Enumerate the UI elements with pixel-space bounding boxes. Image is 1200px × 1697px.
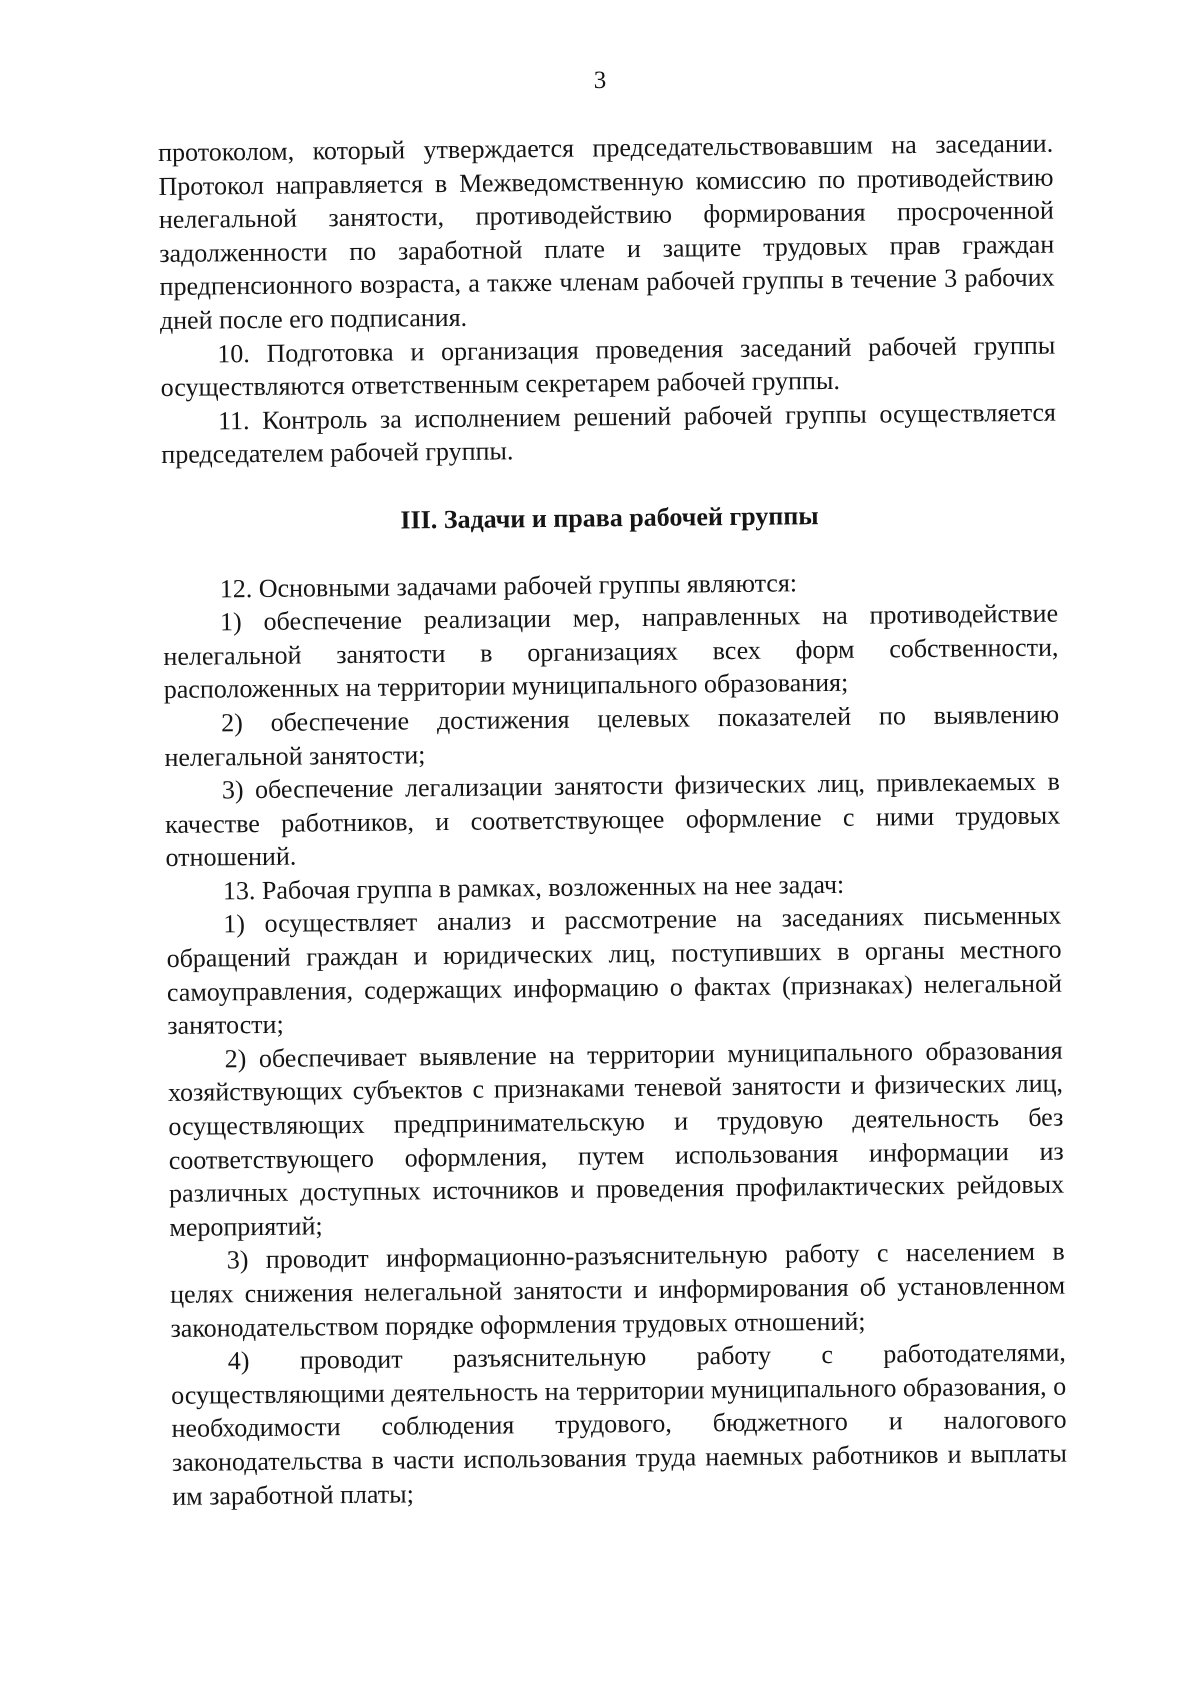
item-12-subitem: 2) обеспечение достижения целевых показателей по выявлению нелегальной занятости; [164, 699, 1060, 772]
item-12-block [163, 563, 1061, 875]
paragraph-item-10: 10. Подготовка и организация проведения заседаний рабочей группы осуществляются ответственным секретарем рабочей группы. [160, 330, 1056, 403]
page-number: 3 [593, 67, 607, 94]
item-12-subitem: 1) обеспечение реализации мер, направленных на противодействие нелегальной занятости в организациях всех форм собственности, расположенных на территории муниципального образования; [163, 598, 1059, 705]
paragraph-item-11: 11. Контроль за исполнением решений рабочей группы осуществляется председателем рабочей группы. [161, 397, 1057, 470]
item-13-subitem: 4) проводит разъяснительную работу с работодателями, осуществляющими деятельность на территории муниципального образования, о необходимости соблюдения трудового, бюджетного и налогового законодательства в части использования труда наемных работников и выплаты им заработной платы; [171, 1337, 1067, 1511]
item-13-subitem: 2) обеспечивает выявление на территории муниципального образования хозяйствующих субъектов с признаками теневой занятости и физических лиц, осуществляющих предпринимательскую и трудовую деятельность без соответствующего оформления, путем использования информации из различных доступных источников и проведения профилактических рейдовых мероприятий; [167, 1035, 1065, 1242]
item-12-subitem: 3) обеспечение легализации занятости физических лиц, привлекаемых в качестве работников, и соответствующее оформление с ними трудовых отношений. [165, 766, 1061, 873]
item-13-subitem: 1) осуществляет анализ и рассмотрение на заседаниях письменных обращений граждан и юридических лиц, поступивших в органы местного самоуправления, содержащих информацию о фактах (признаках) нелегальной занятости; [166, 901, 1063, 1041]
item-13-block [166, 865, 1068, 1513]
item-13-intro: 13. Рабочая группа в рамках, возложенных на нее задач: [222, 869, 845, 906]
section-heading: III. Задачи и права рабочей группы [400, 501, 819, 535]
item-13-subitem: 3) проводит информационно-разъяснительную работу с населением в целях снижения нелегальной занятости и информирования об установленном законодательством порядке оформления трудовых отношений; [169, 1236, 1066, 1343]
paragraph-continuation: протоколом, который утверждается председательствовавшим на заседании. Протокол направляется в Межведомственную комиссию по противодействию нелегальной занятости, противодействию формирования просроченной задолженности по заработной плате и защите трудовых прав граждан предпенсионного возраста, а также членам рабочей группы в течение 3 рабочих дней после его подписания. [158, 128, 1055, 335]
item-12-intro: 12. Основными задачами рабочей группы являются: [219, 567, 798, 603]
document-body [158, 127, 1067, 1513]
